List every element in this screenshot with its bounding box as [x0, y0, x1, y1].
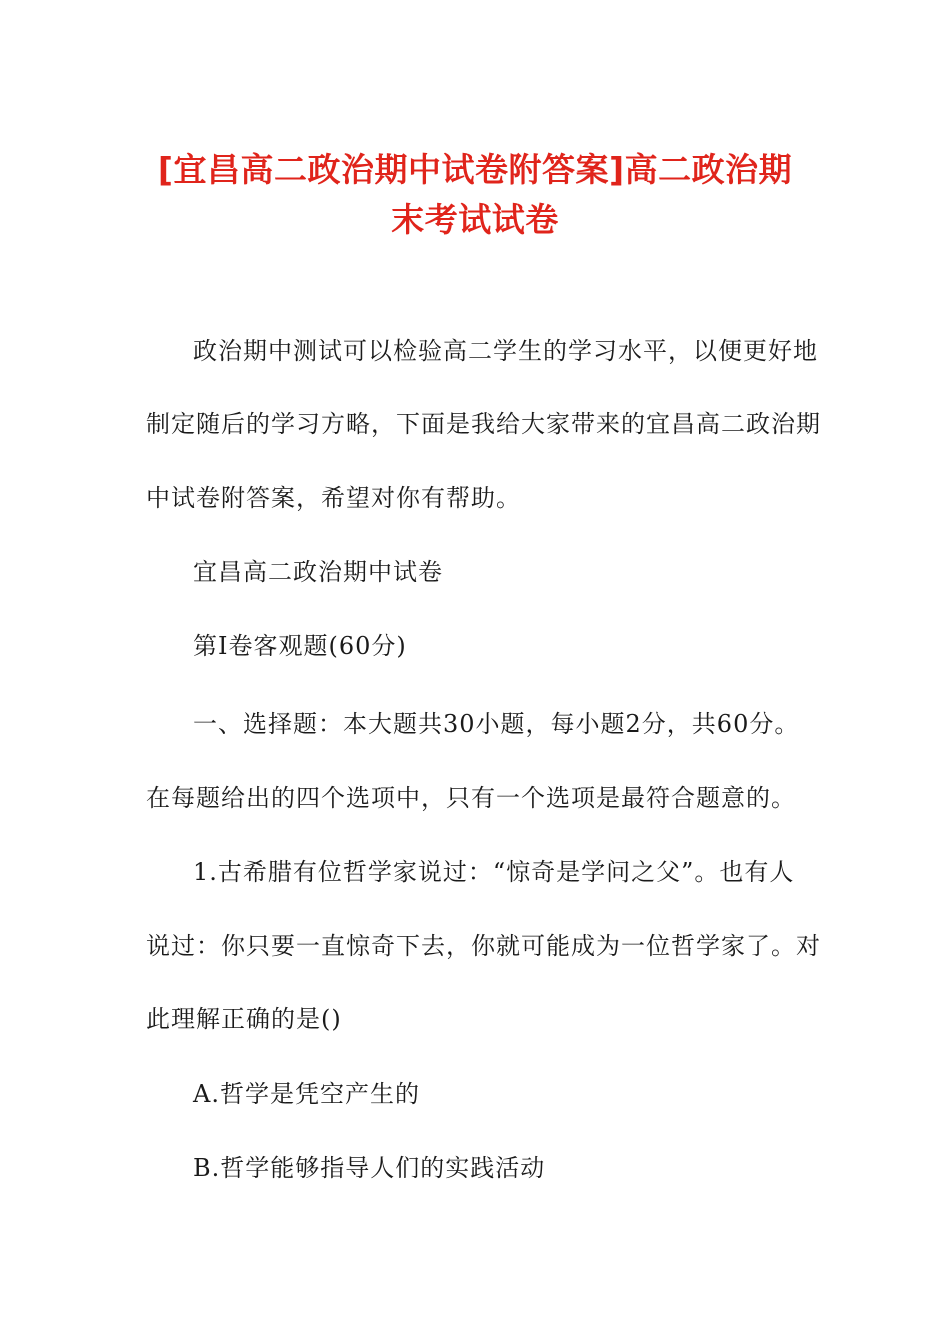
question-1-line-1: 1.古希腊有位哲学家说过：“惊奇是学问之父”。也有人 — [193, 858, 795, 886]
question-1-line-2: 说过：你只要一直惊奇下去，你就可能成为一位哲学家了。对 — [146, 932, 821, 960]
intro-line-3: 中试卷附答案，希望对你有帮助。 — [146, 484, 521, 512]
question-1-line-3: 此理解正确的是() — [146, 1005, 342, 1033]
document-title-line-2: 末考试试卷 — [391, 200, 559, 239]
section-heading: 一、选择题：本大题共30小题，每小题2分，共60分。 — [193, 710, 800, 738]
document-title-line-1: [宜昌高二政治期中试卷附答案]高二政治期 — [157, 150, 793, 189]
intro-line-2: 制定随后的学习方略，下面是我给大家带来的宜昌高二政治期 — [146, 410, 821, 438]
option-a: A.哲学是凭空产生的 — [193, 1080, 420, 1108]
exam-title: 宜昌高二政治期中试卷 — [193, 558, 443, 586]
option-b: B.哲学能够指导人们的实践活动 — [193, 1154, 546, 1182]
intro-line-1: 政治期中测试可以检验高二学生的学习水平，以便更好地 — [193, 337, 818, 365]
section-instruction: 在每题给出的四个选项中，只有一个选项是最符合题意的。 — [146, 784, 796, 812]
part-title: 第Ⅰ卷客观题(60分) — [193, 632, 407, 660]
